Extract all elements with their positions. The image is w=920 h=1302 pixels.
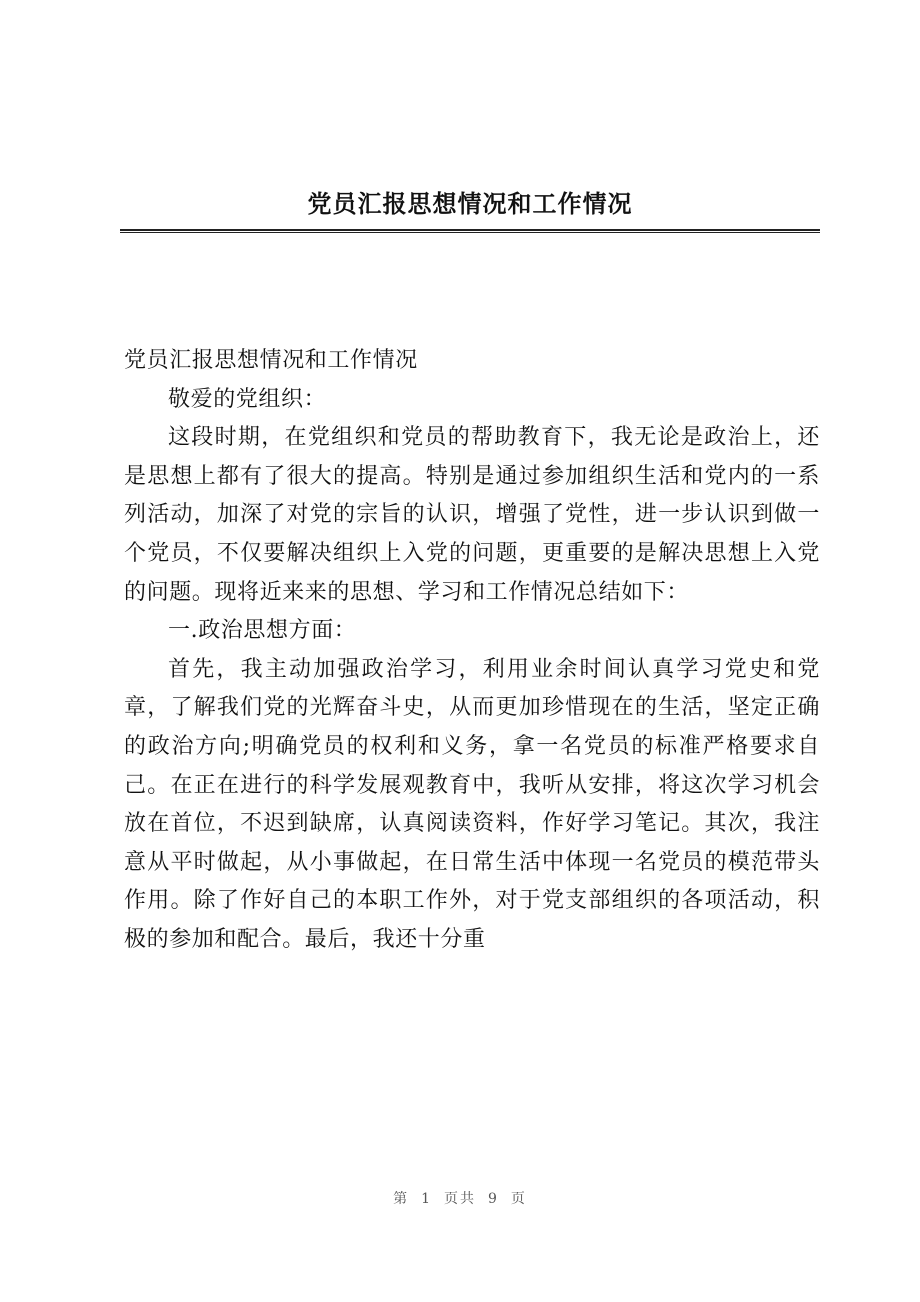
footer-current-page: 1 xyxy=(421,1191,432,1207)
salutation: 敬爱的党组织： xyxy=(168,386,327,412)
footer-suffix: 页 xyxy=(510,1191,527,1207)
section-heading-political: 一.政治思想方面： xyxy=(168,618,357,644)
footer-prefix: 第 xyxy=(393,1191,410,1207)
body-heading: 党员汇报思想情况和工作情况 xyxy=(124,348,418,373)
footer-middle: 页共 xyxy=(444,1191,476,1207)
page-footer xyxy=(0,1188,920,1208)
political-paragraph: 首先，我主动加强政治学习，利用业余时间认真学习党史和党章，了解我们党的光辉奋斗史，从而更加珍惜现在的生活，坚定正确的政治方向;明确党员的权利和义务，拿一名党员的标准严格要求自己。在正在进行的科学发展观教育中，我听从安排，将这次学习机会放在首位，不迟到缺席，认真阅读资料，作好学习笔记。其次，我注意从平时做起，从小事做起，在日常生活中体现一名党员的模范带头作用。除了作好自己的本职工作外，对于党支部组织的各项活动，积极的参加和配合。最后，我还十分重 xyxy=(124,656,820,952)
document-title: 党员汇报思想情况和工作情况 xyxy=(307,189,633,218)
title-double-rule xyxy=(120,229,820,233)
document-body xyxy=(124,342,820,960)
intro-paragraph: 这段时期，在党组织和党员的帮助教育下，我无论是政治上，还是思想上都有了很大的提高。特别是通过参加组织生活和党内的一系列活动，加深了对党的宗旨的认识，增强了党性，进一步认识到做一个党员，不仅要解决组织上入党的问题，更重要的是解决思想上入党的问题。现将近来来的思想、学习和工作情况总结如下： xyxy=(124,425,820,605)
footer-total-pages: 9 xyxy=(488,1191,499,1207)
